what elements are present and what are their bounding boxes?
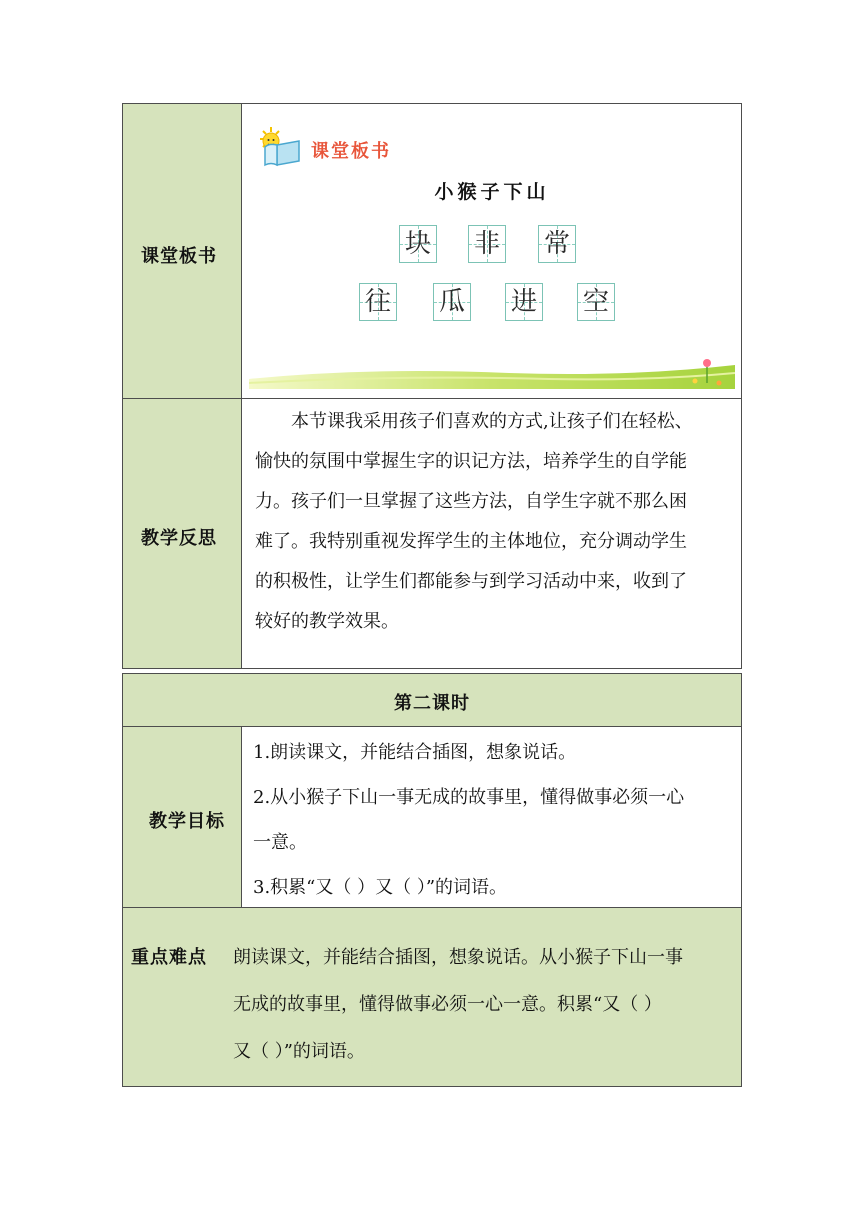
board-logo-text: 课堂板书	[311, 141, 391, 162]
column-divider	[241, 727, 242, 907]
lesson-two-table	[122, 673, 742, 1087]
board-reflection-table	[122, 103, 742, 669]
objective-line: 3.积累“又（ ）又（ ）”的词语。	[253, 877, 508, 898]
character: 非	[473, 229, 500, 259]
objectives-label: 教学目标	[149, 811, 225, 832]
character: 瓜	[438, 287, 465, 317]
character: 进	[510, 287, 537, 317]
tianzi-grid-7	[577, 283, 615, 321]
tianzi-grid-1	[399, 225, 437, 263]
key-points-label: 重点难点	[131, 947, 207, 968]
board-label: 课堂板书	[141, 246, 217, 267]
objective-line: 1.朗读课文，并能结合插图，想象说话。	[253, 742, 577, 763]
label-column	[123, 104, 241, 668]
objective-line: 2.从小猴子下山一事无成的故事里，懂得做事必须一心	[253, 787, 685, 808]
sun-book-icon	[257, 125, 313, 169]
reflection-line: 难了。我特别重视发挥学生的主体地位，充分调动学生	[255, 531, 687, 552]
row-divider	[123, 398, 741, 399]
reflection-line: 力。孩子们一旦掌握了这些方法，自学生字就不那么困	[255, 491, 687, 512]
character: 往	[364, 287, 391, 317]
key-line: 无成的故事里，懂得做事必须一心一意。积累“又（ ）	[233, 994, 662, 1015]
tianzi-grid-6	[505, 283, 543, 321]
reflection-line: 的积极性，让学生们都能参与到学习活动中来，收到了	[255, 571, 687, 592]
lesson-header: 第二课时	[394, 693, 470, 714]
character: 空	[582, 287, 609, 317]
reflection-text	[255, 402, 735, 642]
key-points-text	[233, 934, 739, 1075]
column-divider	[241, 104, 242, 668]
grass-decoration	[249, 353, 735, 389]
blackboard-design	[249, 117, 735, 389]
tianzi-grid-3	[538, 225, 576, 263]
character: 常	[543, 229, 570, 259]
reflection-label: 教学反思	[141, 528, 217, 549]
key-line: 又（ ）”的词语。	[233, 1041, 365, 1062]
tianzi-grid-4	[359, 283, 397, 321]
reflection-line: 愉快的氛围中掌握生字的识记方法，培养学生的自学能	[255, 451, 687, 472]
objective-line: 一意。	[253, 832, 307, 853]
key-line: 朗读课文，并能结合插图，想象说话。从小猴子下山一事	[233, 947, 683, 968]
objectives-list	[253, 730, 737, 910]
reflection-line: 较好的教学效果。	[255, 611, 399, 632]
tianzi-grid-5	[433, 283, 471, 321]
character: 块	[404, 229, 431, 259]
tianzi-grid-2	[468, 225, 506, 263]
board-title: 小猴子下山	[434, 181, 550, 203]
reflection-line: 本节课我采用孩子们喜欢的方式,让孩子们在轻松、	[291, 411, 693, 432]
